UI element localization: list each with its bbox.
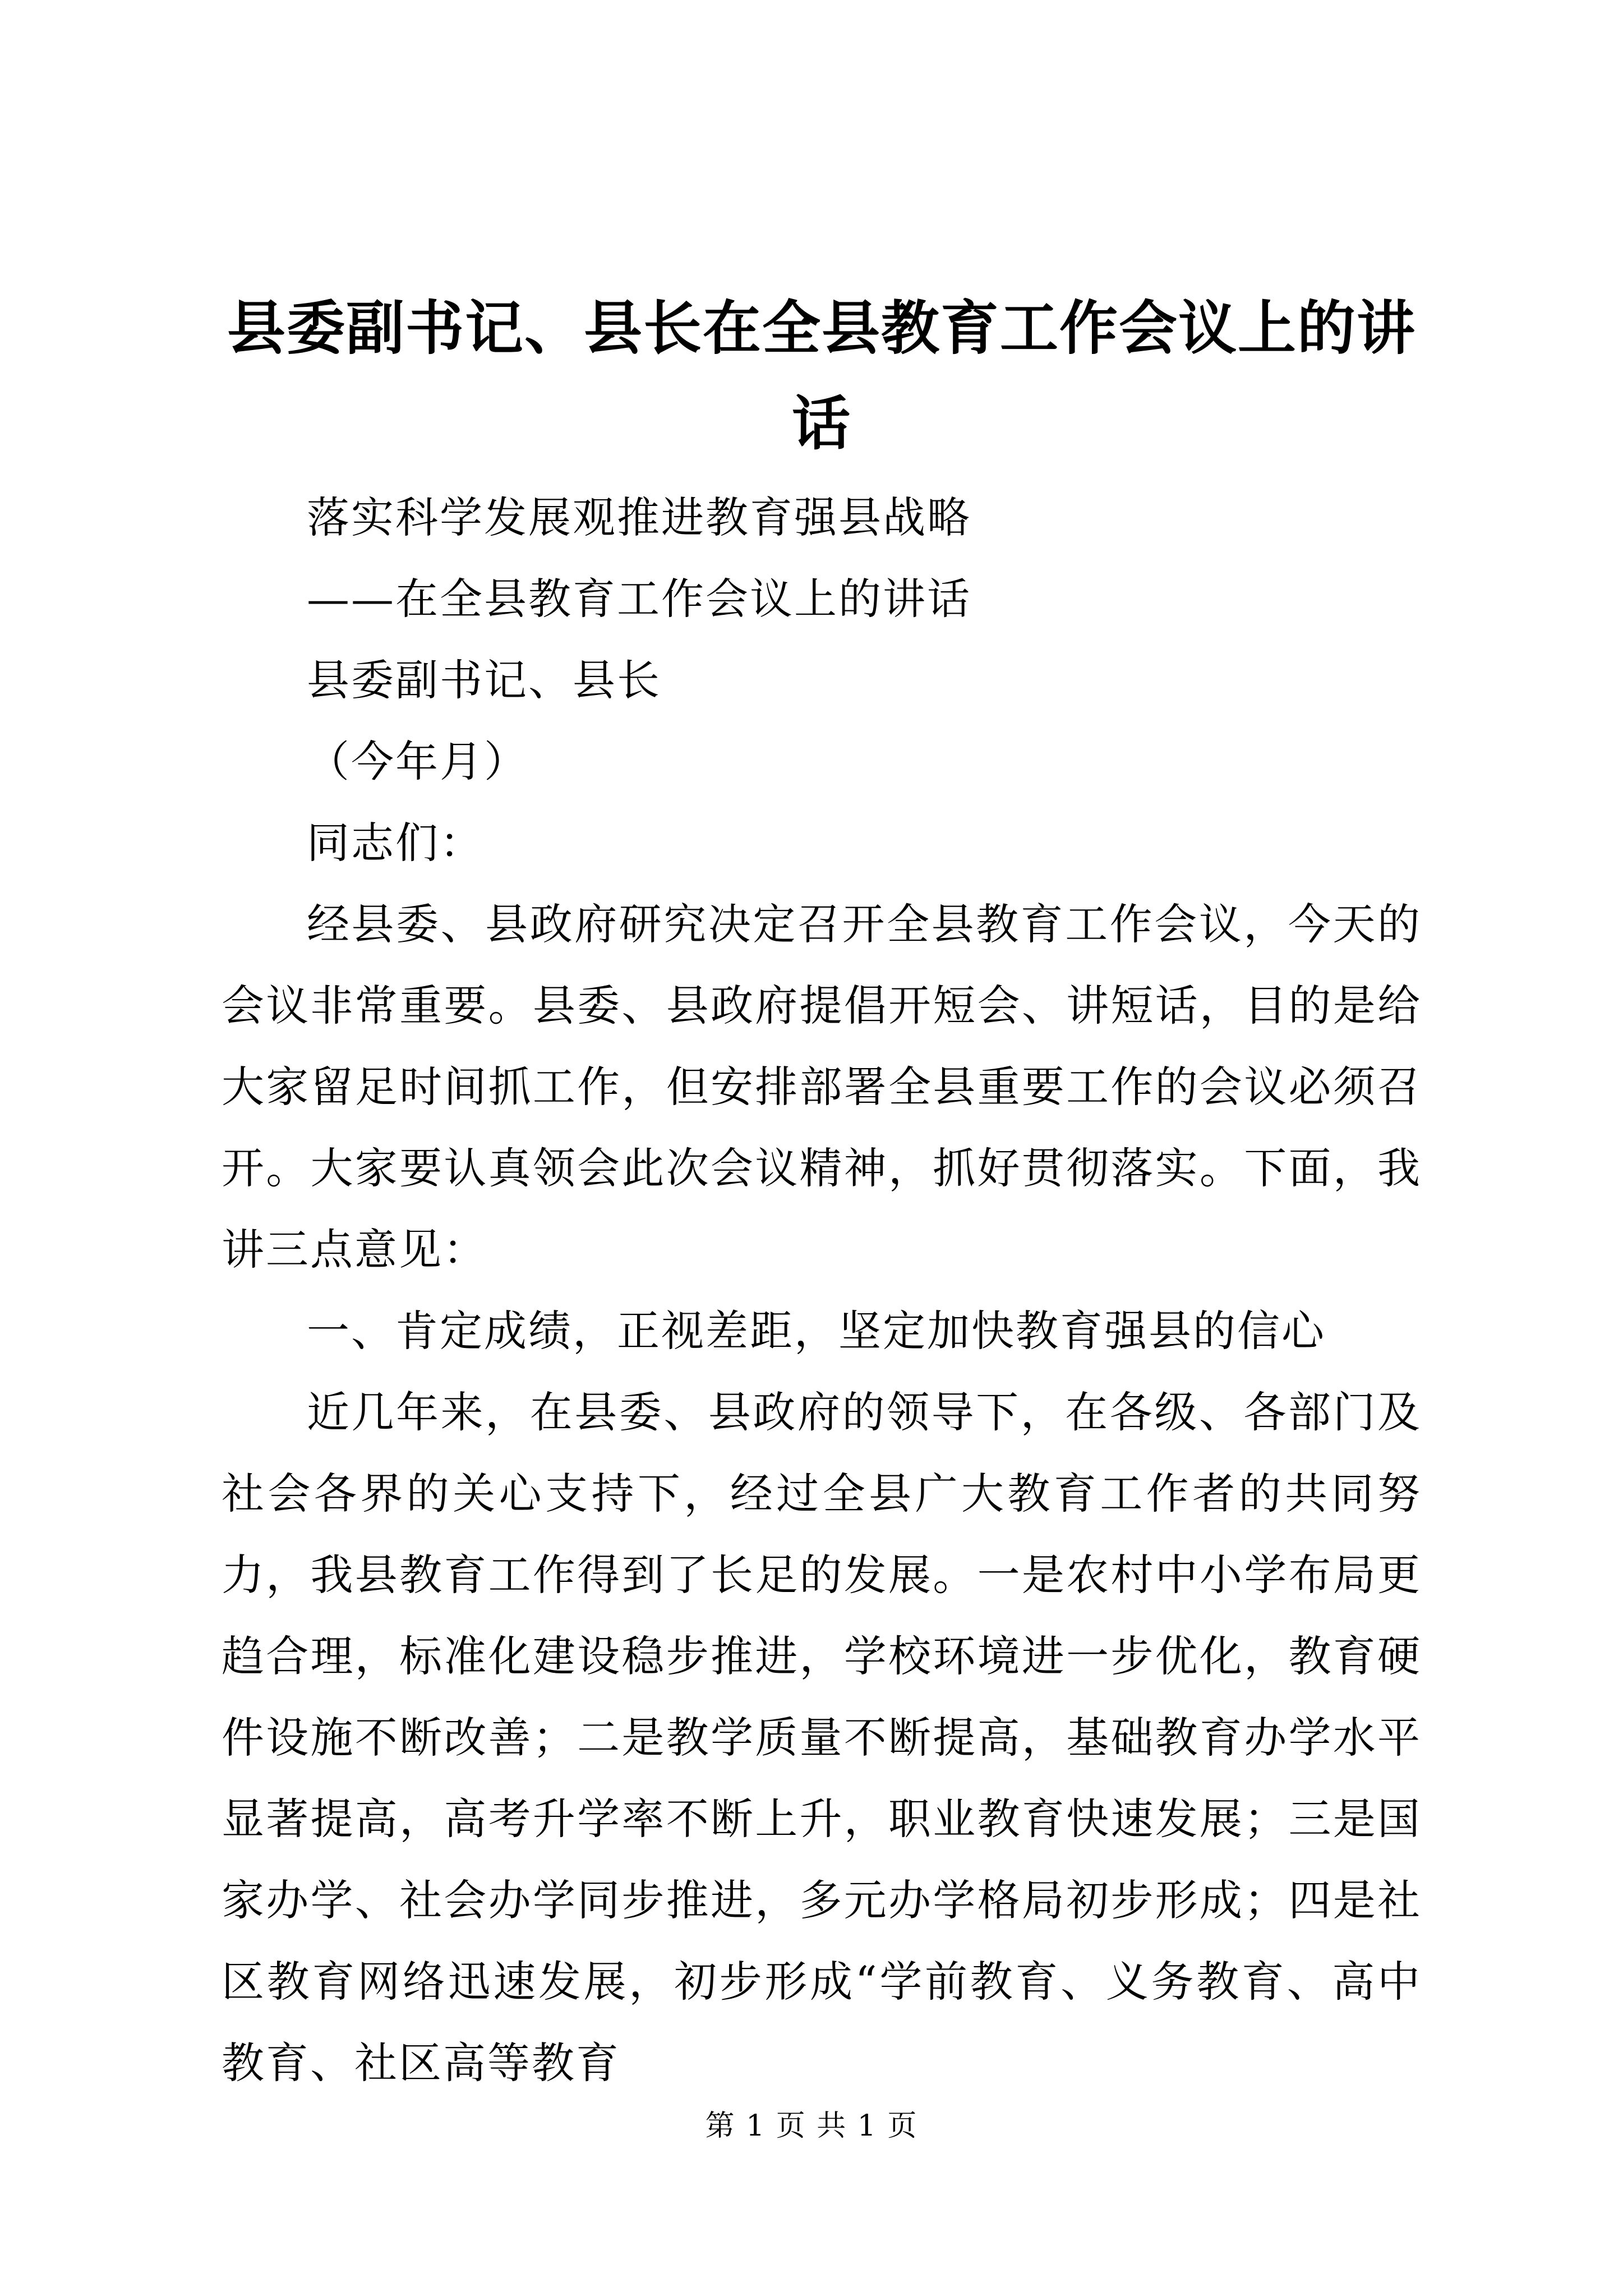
section-heading-1: 一、肯定成绩，正视差距，坚定加快教育强县的信心 bbox=[307, 1306, 1326, 1356]
page-footer: 第 1 页 共 1 页 bbox=[705, 2109, 918, 2143]
document-body bbox=[222, 280, 1422, 2104]
salutation: 同志们： bbox=[307, 818, 484, 868]
speaker-title: 县委副书记、县长 bbox=[307, 655, 661, 705]
document-title: 县委副书记、县长在全县教育工作会议上的讲话 bbox=[227, 293, 1416, 458]
speech-date: （今年月） bbox=[307, 737, 528, 786]
speech-occasion: ——在全县教育工作会议上的讲话 bbox=[307, 574, 971, 624]
speech-subtitle: 落实科学发展观推进教育强县战略 bbox=[307, 493, 971, 542]
paragraph-achievements: 近几年来，在县委、县政府的领导下，在各级、各部门及社会各界的关心支持下，经过全县广大教育工作者的共同努力，我县教育工作得到了长足的发展。一是农村中小学布局更趋合理，标准化建设稳步推进，学校环境进一步优化，教育硬件设施不断改善；二是教学质量不断提高，基础教育办学水平显著提高，高考升学率不断上升，职业教育快速发展；三是国家办学、社会办学同步推进，多元办学格局初步形成；四是社区教育网络迅速发展，初步形成“学前教育、义务教育、高中教育、社区高等教育 bbox=[222, 1387, 1422, 2088]
paragraph-intro: 经县委、县政府研究决定召开全县教育工作会议，今天的会议非常重要。县委、县政府提倡开短会、讲短话，目的是给大家留足时间抓工作，但安排部署全县重要工作的会议必须召开。大家要认真领会此次会议精神，抓好贯彻落实。下面，我讲三点意见： bbox=[222, 899, 1422, 1274]
